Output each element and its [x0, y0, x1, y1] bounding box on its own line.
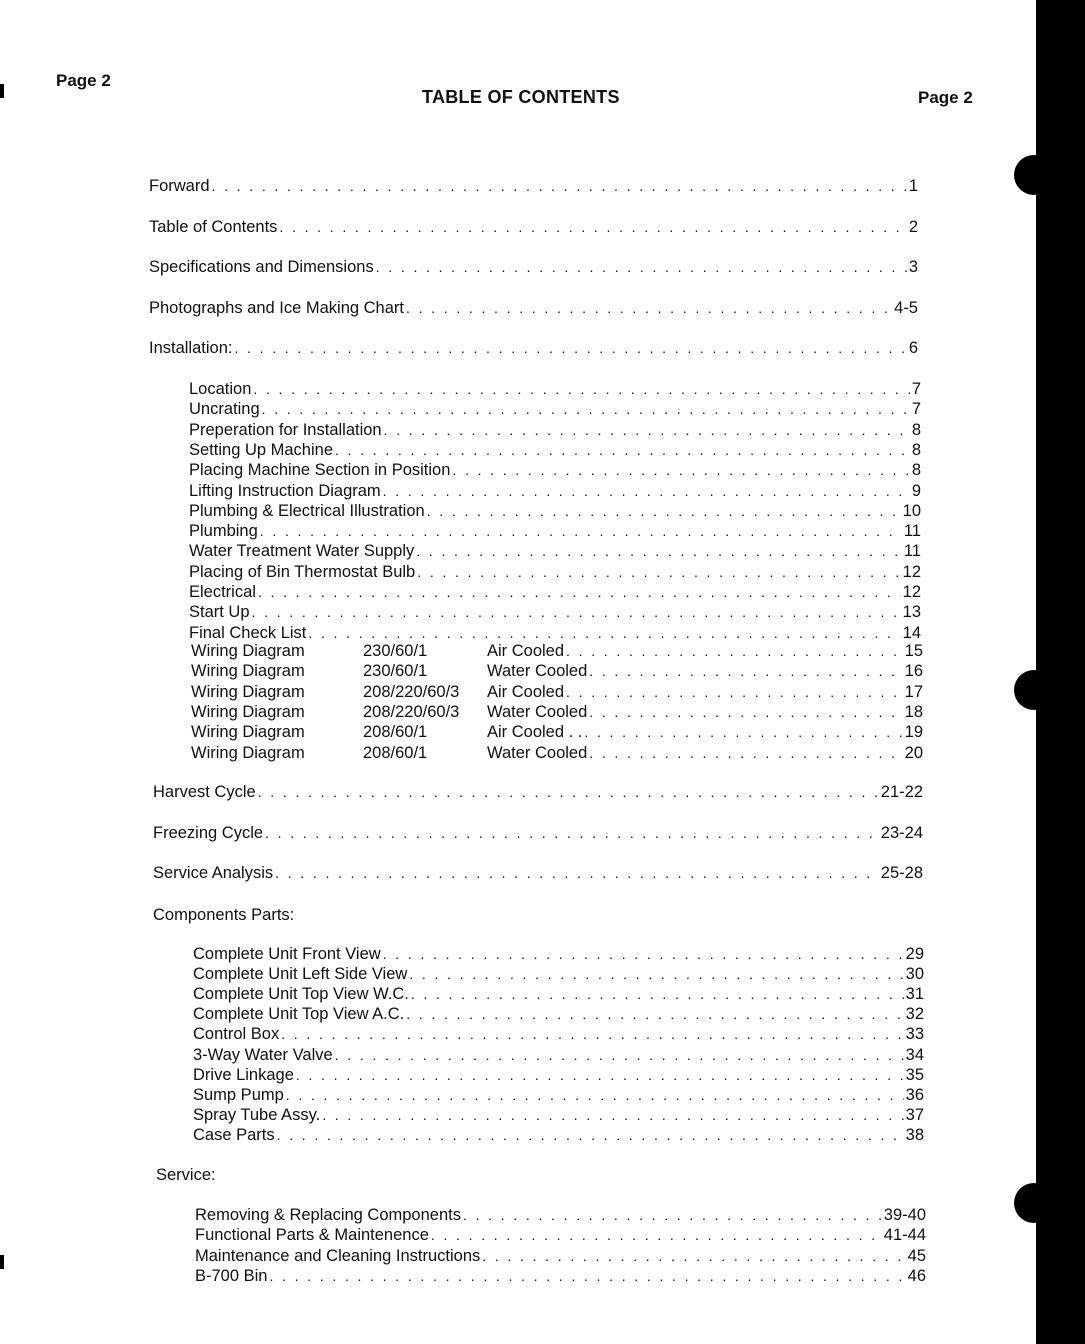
toc-entry-type: Water Cooled: [487, 743, 588, 762]
toc-entry-page: 4-5: [894, 298, 918, 317]
toc-entry-page: 19: [904, 723, 923, 742]
dot-leader: [286, 1085, 904, 1106]
dot-leader: [589, 661, 902, 682]
toc-entry: [189, 399, 921, 420]
toc-entry: [189, 602, 921, 623]
dot-leader: [279, 217, 906, 238]
toc-entry: [193, 944, 924, 965]
toc-entry-label: Sump Pump: [193, 1085, 284, 1104]
dot-leader: [277, 1125, 904, 1146]
dot-leader: [376, 257, 907, 278]
toc-entry-page: 23-24: [880, 823, 923, 842]
toc-entry-page: 20: [904, 743, 923, 762]
toc-entry: [149, 338, 918, 359]
dot-leader: [452, 460, 909, 481]
toc-entry: [153, 823, 923, 844]
toc-entry-page: 46: [907, 1266, 926, 1285]
toc-entry-label: Preperation for Installation: [189, 420, 382, 439]
toc-entry-voltage: 208/60/1: [363, 743, 428, 762]
toc-entry: [193, 1024, 924, 1045]
toc-entry: [193, 1125, 924, 1146]
toc-entry: [195, 1225, 926, 1246]
toc-entry: [191, 661, 923, 682]
dot-leader: [258, 782, 879, 803]
toc-entry: [149, 217, 918, 238]
service-heading: Service:: [156, 1166, 216, 1184]
toc-entry-label: Plumbing: [189, 522, 258, 541]
toc-entry-label: Final Check List: [189, 623, 307, 642]
toc-entry: [149, 257, 918, 278]
toc-entry: [189, 481, 921, 502]
dot-leader: [234, 338, 906, 359]
toc-entry-type: Water Cooled: [487, 662, 588, 681]
toc-entry-page: 12: [902, 562, 921, 581]
dot-leader: [589, 702, 902, 723]
toc-entry-label: Case Parts: [193, 1125, 275, 1144]
scan-mark: [0, 1255, 4, 1269]
toc-entry-page: 15: [904, 642, 923, 660]
dot-leader: [463, 1205, 882, 1226]
toc-entry-label: Photographs and Ice Making Chart: [149, 298, 404, 317]
toc-entry-page: 38: [905, 1125, 924, 1144]
toc-entry-voltage: 208/60/1: [363, 723, 428, 742]
toc-entry-type: Air Cooled: [487, 642, 565, 660]
toc-entry-page: 12: [902, 583, 921, 601]
toc-entry-page: 8: [911, 420, 921, 439]
toc-entry-page: 8: [911, 440, 921, 459]
dot-leader: [416, 541, 902, 562]
toc-entry-type: Air Cooled . .: [487, 723, 583, 742]
toc-entry-label: Electrical: [189, 583, 256, 601]
toc-entry-page: 17: [904, 682, 923, 701]
toc-entry: [191, 702, 923, 723]
toc-entry-page: 16: [904, 662, 923, 681]
binder-hole-bottom: [1014, 1183, 1054, 1223]
components-heading: Components Parts:: [153, 906, 295, 924]
toc-entry-label: Complete Unit Front View: [193, 945, 381, 963]
dot-leader: [409, 964, 903, 985]
toc-entry-label: Maintenance and Cleaning Instructions: [195, 1246, 481, 1265]
page-title: TABLE OF CONTENTS: [422, 87, 620, 107]
dot-leader: [427, 501, 901, 522]
toc-entry-page: 13: [902, 603, 921, 622]
dot-leader: [212, 176, 907, 197]
toc-entry-label: Complete Unit Top View W.C.: [193, 985, 409, 1004]
toc-entry-page: 6: [908, 339, 918, 357]
dot-leader: [335, 1045, 904, 1066]
toc-entry-label: 3-Way Water Valve: [193, 1045, 333, 1064]
toc-entry-label: Placing Machine Section in Position: [189, 461, 451, 480]
toc-entry-page: 8: [911, 461, 921, 480]
toc-entry-page: 30: [905, 965, 924, 984]
toc-entry-page: 41-44: [883, 1226, 926, 1245]
toc-entry-page: 25-28: [880, 864, 923, 882]
toc-entry-page: 33: [905, 1025, 924, 1044]
toc-entry-label: Installation:: [149, 339, 233, 357]
toc-entry: [189, 420, 921, 441]
toc-entry-page: 36: [905, 1085, 924, 1104]
toc-entry: [193, 1105, 924, 1126]
toc-entry-label: Table of Contents: [149, 217, 278, 236]
dot-leader: [269, 1266, 905, 1287]
toc-entry-page: 14: [902, 623, 921, 642]
dot-leader: [482, 1246, 905, 1267]
dot-leader: [383, 481, 910, 502]
dot-leader: [281, 1024, 903, 1045]
toc-entry-page: 29: [905, 945, 924, 963]
toc-entry-page: 1: [908, 177, 918, 195]
toc-entry-page: 11: [903, 542, 921, 561]
toc-entry: [189, 541, 921, 562]
dot-leader: [566, 682, 903, 703]
toc-entry: [191, 682, 923, 703]
dot-leader: [384, 420, 910, 441]
binder-hole-middle: [1014, 670, 1054, 710]
toc-entry-label: Complete Unit Left Side View: [193, 965, 408, 984]
dot-leader: [296, 1065, 904, 1086]
dot-leader: [406, 1004, 903, 1025]
toc-entry-label: Setting Up Machine: [189, 440, 333, 459]
toc-entry: [191, 743, 923, 764]
toc-entry-label: Complete Unit Top View A.C.: [193, 1005, 405, 1024]
toc-entry-page: 7: [911, 400, 921, 419]
dot-leader: [252, 602, 901, 623]
dot-leader: [406, 298, 892, 319]
toc-entry: [193, 1004, 924, 1025]
dot-leader: [258, 582, 901, 603]
toc-entry: [153, 782, 923, 803]
page-number-left: Page 2: [56, 71, 111, 90]
toc-entry-label: Harvest Cycle: [153, 783, 256, 801]
toc-entry: [189, 562, 921, 583]
dot-leader: [262, 399, 910, 420]
toc-entry-label: Water Treatment Water Supply: [189, 542, 415, 561]
toc-entry-page: 3: [908, 258, 918, 276]
toc-entry-label: Functional Parts & Maintenence: [195, 1226, 429, 1245]
dot-leader: [584, 722, 902, 743]
toc-entry-label: Wiring Diagram: [191, 642, 305, 660]
toc-entry: [193, 1045, 924, 1066]
toc-entry-label: Location: [189, 380, 252, 398]
toc-entry: [195, 1266, 926, 1287]
toc-entry-label: Removing & Replacing Components: [195, 1206, 461, 1224]
dot-leader: [566, 641, 903, 662]
toc-entry-label: Plumbing & Electrical Illustration: [189, 501, 425, 520]
toc-entry-page: 2: [908, 217, 918, 236]
toc-entry: [189, 379, 921, 400]
toc-entry-page: 35: [905, 1065, 924, 1084]
toc-entry-label: Service Analysis: [153, 864, 274, 882]
toc-entry-voltage: 230/60/1: [363, 642, 428, 660]
toc-entry-label: Wiring Diagram: [191, 662, 305, 681]
toc-entry-label: Drive Linkage: [193, 1065, 294, 1084]
dot-leader: [417, 562, 900, 583]
dot-leader: [383, 944, 904, 965]
page-number-right: Page 2: [918, 88, 973, 107]
toc-entry-voltage: 230/60/1: [363, 662, 428, 681]
dot-leader: [260, 521, 902, 542]
toc-entry-page: 34: [905, 1045, 924, 1064]
toc-entry-label: Start Up: [189, 603, 250, 622]
toc-entry-page: 21-22: [880, 783, 923, 801]
toc-entry-voltage: 208/220/60/3: [363, 702, 460, 721]
toc-entry: [189, 440, 921, 461]
toc-entry-page: 18: [904, 702, 923, 721]
toc-entry: [193, 964, 924, 985]
toc-entry-label: Placing of Bin Thermostat Bulb: [189, 562, 416, 581]
toc-entry: [195, 1205, 926, 1226]
toc-entry-label: Forward: [149, 177, 210, 195]
binder-hole-top: [1014, 155, 1054, 195]
toc-entry-label: Wiring Diagram: [191, 682, 305, 701]
toc-entry-page: 11: [903, 522, 921, 541]
scan-mark: [0, 84, 4, 98]
toc-entry: [189, 582, 921, 603]
toc-entry-type: Air Cooled: [487, 682, 565, 701]
dot-leader: [253, 379, 909, 400]
toc-entry-page: 10: [902, 501, 921, 520]
toc-entry: [193, 1085, 924, 1106]
toc-entry: [149, 176, 918, 197]
toc-entry-label: Freezing Cycle: [153, 823, 264, 842]
toc-entry: [191, 641, 923, 662]
toc-entry-page: 31: [905, 985, 924, 1004]
dot-leader: [322, 1105, 903, 1126]
toc-entry-label: Spray Tube Assy.: [193, 1105, 321, 1124]
toc-entry-label: B-700 Bin: [195, 1266, 268, 1285]
toc-entry: [195, 1246, 926, 1267]
dot-leader: [265, 823, 879, 844]
toc-entry-label: Wiring Diagram: [191, 723, 305, 742]
toc-entry-label: Uncrating: [189, 400, 260, 419]
toc-entry-label: Wiring Diagram: [191, 702, 305, 721]
toc-entry-page: 39-40: [883, 1206, 926, 1224]
dot-leader: [335, 440, 910, 461]
dot-leader: [589, 743, 902, 764]
toc-entry-voltage: 208/220/60/3: [363, 682, 460, 701]
toc-entry: [153, 863, 923, 884]
toc-entry-type: Water Cooled: [487, 702, 588, 721]
toc-entry: [149, 298, 918, 319]
toc-entry-page: 7: [911, 380, 921, 398]
toc-entry-label: Specifications and Dimensions: [149, 258, 374, 276]
dot-leader: [275, 863, 879, 884]
toc-entry-label: Control Box: [193, 1025, 280, 1044]
toc-entry: [189, 460, 921, 481]
toc-entry-page: 37: [905, 1105, 924, 1124]
toc-entry: [193, 1065, 924, 1086]
toc-entry: [189, 501, 921, 522]
toc-entry-label: Wiring Diagram: [191, 743, 305, 762]
toc-entry: [189, 521, 921, 542]
toc-entry-label: Lifting Instruction Diagram: [189, 481, 381, 500]
dot-leader: [431, 1225, 882, 1246]
toc-entry: [193, 984, 924, 1005]
toc-entry: [191, 722, 923, 743]
dot-leader: [411, 984, 904, 1005]
toc-entry-page: 45: [907, 1246, 926, 1265]
toc-entry-page: 32: [905, 1005, 924, 1024]
toc-entry-page: 9: [911, 481, 921, 500]
